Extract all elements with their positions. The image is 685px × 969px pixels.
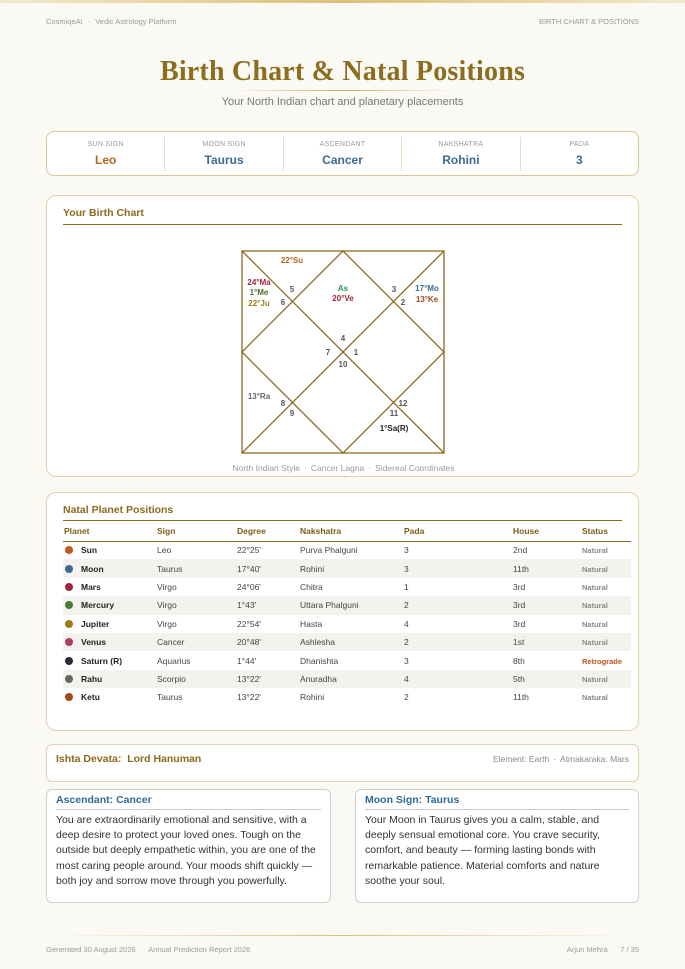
summary-nakshatra <box>402 137 520 171</box>
nakshatra-cell: Ashlesha <box>299 633 403 651</box>
degree-cell: 1°43' <box>236 596 299 614</box>
summary-pada <box>521 137 638 171</box>
planet-name: Mars <box>81 581 101 592</box>
table-row <box>63 559 631 577</box>
summary-label: PADA <box>569 140 590 148</box>
house-number: 12 <box>398 399 408 408</box>
chart-placement: 13°Ke <box>415 295 439 304</box>
degree-cell: 22°54' <box>237 618 261 629</box>
house-cell: 8th <box>513 655 525 666</box>
house-cell: 3rd <box>512 596 581 614</box>
nakshatra-cell: Chitra <box>300 581 323 592</box>
nakshatra-cell: Rohini <box>299 559 403 577</box>
house-number: 5 <box>289 285 295 294</box>
status-cell <box>581 670 631 688</box>
chart-caption: North Indian Style · Cancer Lagna · Sidereal Coordinates <box>232 463 455 473</box>
footer-name: Arjun Mehra <box>566 945 608 954</box>
pada-cell: 2 <box>404 692 409 703</box>
ishta-devata-bar <box>46 744 639 782</box>
title-divider <box>232 90 453 91</box>
house-cell: 11th <box>512 559 581 577</box>
chart-placement: 20°Ve <box>332 294 354 303</box>
house-cell: 11th <box>513 692 529 703</box>
table-row <box>63 670 631 688</box>
birth-chart-title: Your Birth Chart <box>63 207 144 219</box>
pada-cell: 4 <box>403 670 512 688</box>
birth-chart-card <box>46 195 639 477</box>
summary-value: Rohini <box>442 152 480 167</box>
table-row <box>63 633 631 651</box>
status-cell <box>581 688 631 706</box>
chart-placement: 13°Ra <box>247 392 271 401</box>
pada-cell: 3 <box>404 545 409 556</box>
column-header: House <box>512 522 581 541</box>
planet-color-dot <box>65 620 73 628</box>
sign-cell: Cancer <box>156 633 236 651</box>
degree-cell: 17°40' <box>236 559 299 577</box>
planet-positions-title: Natal Planet Positions <box>63 504 174 516</box>
chart-placement: 24°Ma <box>247 278 271 287</box>
planet-name: Venus <box>81 637 107 648</box>
house-number: 11 <box>389 409 399 418</box>
status-badge: Natural <box>582 601 608 611</box>
status-cell <box>581 596 631 614</box>
table-row <box>63 615 631 633</box>
house-cell: 3rd <box>513 618 526 629</box>
planet-name: Rahu <box>81 673 103 684</box>
planet-color-dot <box>65 675 73 683</box>
house-cell: 1st <box>512 633 581 651</box>
north-indian-chart <box>241 250 445 454</box>
status-cell <box>581 578 631 596</box>
table-header-row <box>63 522 631 541</box>
top-accent-line <box>0 0 685 3</box>
degree-cell: 22°25' <box>237 545 261 556</box>
summary-value: Leo <box>95 152 117 167</box>
element-value: Element: Earth <box>492 754 550 764</box>
page-title: Birth Chart & Natal Positions <box>159 56 526 87</box>
planet-name: Sun <box>81 545 98 556</box>
sign-cell: Aquarius <box>157 655 191 666</box>
chart-placement: 22°Ju <box>248 299 270 308</box>
degree-cell: 13°22' <box>237 692 261 703</box>
card-divider <box>63 520 622 521</box>
sign-cell: Virgo <box>156 596 236 614</box>
house-number: 8 <box>280 399 286 408</box>
status-cell <box>581 615 631 633</box>
chart-placement: 1°Sa(R) <box>379 424 409 433</box>
summary-moon-sign <box>165 137 283 171</box>
summary-label: SUN SIGN <box>87 140 124 148</box>
ishta-devata <box>56 753 201 765</box>
status-badge: Natural <box>582 564 608 574</box>
pada-cell: 3 <box>404 655 409 666</box>
moon-sign-description-box <box>355 789 639 903</box>
planet-name: Moon <box>81 563 104 574</box>
house-cell: 3rd <box>513 581 526 592</box>
page-footer <box>46 945 639 954</box>
pada-cell: 4 <box>404 618 409 629</box>
caption-coordinates: Sidereal Coordinates <box>375 463 455 473</box>
sign-cell: Scorpio <box>156 670 236 688</box>
ascendant-description-box <box>46 789 331 903</box>
card-divider <box>63 224 622 225</box>
column-header: Planet <box>63 522 156 541</box>
house-cell: 2nd <box>513 545 528 556</box>
planet-name-cell <box>63 578 156 596</box>
table-row <box>63 541 631 559</box>
planet-color-dot <box>65 693 73 701</box>
table-row <box>63 596 631 614</box>
planet-name-cell <box>63 633 156 651</box>
atmakaraka-value: Atmakaraka: Mars <box>560 754 629 764</box>
caption-lagna: Cancer Lagna <box>310 463 365 473</box>
status-badge: Natural <box>582 674 608 684</box>
status-badge: Retrograde <box>582 656 623 666</box>
footer-divider <box>46 935 639 936</box>
house-cell: 5th <box>512 670 581 688</box>
sign-cell: Virgo <box>157 581 177 592</box>
column-header: Nakshatra <box>299 522 403 541</box>
ascendant-description-title: Ascendant: Cancer <box>56 794 321 810</box>
planet-name: Ketu <box>81 692 100 703</box>
page-header <box>46 17 639 26</box>
planet-positions-card <box>46 492 639 731</box>
sign-cell: Taurus <box>156 559 236 577</box>
nakshatra-cell: Hasta <box>300 618 323 629</box>
degree-cell: 24°06' <box>237 581 261 592</box>
chart-placement: 22°Su <box>280 256 304 265</box>
header-section: BIRTH CHART & POSITIONS <box>538 17 639 26</box>
footer-page-number: 7 / 35 <box>620 945 639 954</box>
pada-cell: 2 <box>403 596 512 614</box>
degree-cell: 1°44' <box>237 655 257 666</box>
planet-color-dot <box>65 638 73 646</box>
summary-label: ASCENDANT <box>319 140 366 148</box>
planet-positions-table <box>63 522 631 707</box>
table-row <box>63 651 631 669</box>
nakshatra-cell: Rohini <box>300 692 325 703</box>
summary-label: MOON SIGN <box>202 140 246 148</box>
planet-name-cell <box>63 541 156 559</box>
summary-strip <box>46 131 639 176</box>
ishta-devata-name: Lord Hanuman <box>127 753 202 765</box>
house-number: 9 <box>289 409 295 418</box>
planet-name-cell <box>63 615 156 633</box>
header-brand-group: CosmiqeAI · Vedic Astrology Platform <box>46 17 177 26</box>
status-badge: Natural <box>582 638 608 648</box>
header-platform: Vedic Astrology Platform <box>95 17 177 26</box>
house-number: 10 <box>338 360 348 369</box>
planet-color-dot <box>65 583 73 591</box>
nakshatra-cell: Anuradha <box>299 670 403 688</box>
pada-cell: 3 <box>403 559 512 577</box>
table-row <box>63 578 631 596</box>
chart-placement: 1°Me <box>249 288 269 297</box>
pada-cell: 2 <box>403 633 512 651</box>
page-subtitle: Your North Indian chart and planetary placements <box>221 96 464 108</box>
chart-placement: As <box>337 284 349 293</box>
planet-color-dot <box>65 565 73 573</box>
planet-name: Mercury <box>81 600 115 611</box>
nakshatra-cell: Purva Phalguni <box>300 545 358 556</box>
ascendant-description-text: You are extraordinarily emotional and sensitive, with a deep desire to protect your loved ones. Tough on the outside but deeply empathetic within, you are one of the most caring people around. Your moods shift quickly — both joy and sorrow move through you powerfully. <box>56 814 316 887</box>
header-brand: CosmiqeAI <box>46 17 83 26</box>
sign-cell: Leo <box>157 545 172 556</box>
summary-value: Cancer <box>322 152 363 167</box>
footer-left: Generated 30 August 2026 · Annual Prediction Report 2026 <box>46 945 251 954</box>
planet-name: Saturn (R) <box>81 655 123 666</box>
status-badge: Natural <box>582 693 608 703</box>
status-badge: Natural <box>582 546 608 556</box>
planet-name-cell <box>63 651 156 669</box>
planet-name-cell <box>63 559 156 577</box>
house-number: 7 <box>325 348 331 357</box>
nakshatra-cell: Dhanishta <box>300 655 339 666</box>
house-number: 1 <box>353 348 359 357</box>
status-badge: Natural <box>582 582 608 592</box>
table-row <box>63 688 631 706</box>
status-badge: Natural <box>582 619 608 629</box>
planet-name: Jupiter <box>81 618 110 629</box>
summary-label: NAKSHATRA <box>438 140 484 148</box>
summary-value: Taurus <box>204 152 244 167</box>
nakshatra-cell: Uttara Phalguni <box>299 596 403 614</box>
degree-cell: 20°48' <box>236 633 299 651</box>
footer-report: Annual Prediction Report 2026 <box>148 945 251 954</box>
planet-name-cell <box>63 596 156 614</box>
planet-color-dot <box>65 601 73 609</box>
sign-cell: Virgo <box>157 618 177 629</box>
summary-value: 3 <box>575 152 583 167</box>
column-header: Sign <box>156 522 236 541</box>
planet-color-dot <box>65 657 73 665</box>
status-cell <box>581 559 631 577</box>
devata-meta: Element: Earth · Atmakaraka: Mars <box>492 754 629 764</box>
planet-name-cell <box>63 688 156 706</box>
moon-sign-description-text: Your Moon in Taurus gives you a calm, stable, and deeply sensual emotional core. You crave security, comfort, and beauty — forming lasting bonds with remarkable patience. Material comforts and nature soothe your soul. <box>365 814 601 887</box>
house-number: 4 <box>340 334 346 343</box>
caption-style: North Indian Style <box>232 463 301 473</box>
house-number: 3 <box>391 285 397 294</box>
status-cell <box>581 651 631 669</box>
footer-right: Arjun Mehra · 7 / 35 <box>566 945 639 954</box>
planet-name-cell <box>63 670 156 688</box>
column-header: Status <box>581 522 631 541</box>
ishta-devata-label: Ishta Devata: <box>56 753 122 765</box>
pada-cell: 1 <box>404 581 409 592</box>
house-number: 6 <box>280 298 286 307</box>
degree-cell: 13°22' <box>236 670 299 688</box>
column-header: Degree <box>236 522 299 541</box>
footer-generated: Generated 30 August 2026 <box>46 945 136 954</box>
status-cell <box>581 633 631 651</box>
chart-placement: 17°Mo <box>415 284 439 293</box>
moon-sign-description-title: Moon Sign: Taurus <box>365 794 629 810</box>
planet-color-dot <box>65 546 73 554</box>
house-number: 2 <box>400 298 406 307</box>
summary-sun-sign <box>47 137 165 171</box>
column-header: Pada <box>403 522 512 541</box>
status-cell <box>581 541 631 559</box>
sign-cell: Taurus <box>157 692 183 703</box>
summary-ascendant <box>284 137 402 171</box>
